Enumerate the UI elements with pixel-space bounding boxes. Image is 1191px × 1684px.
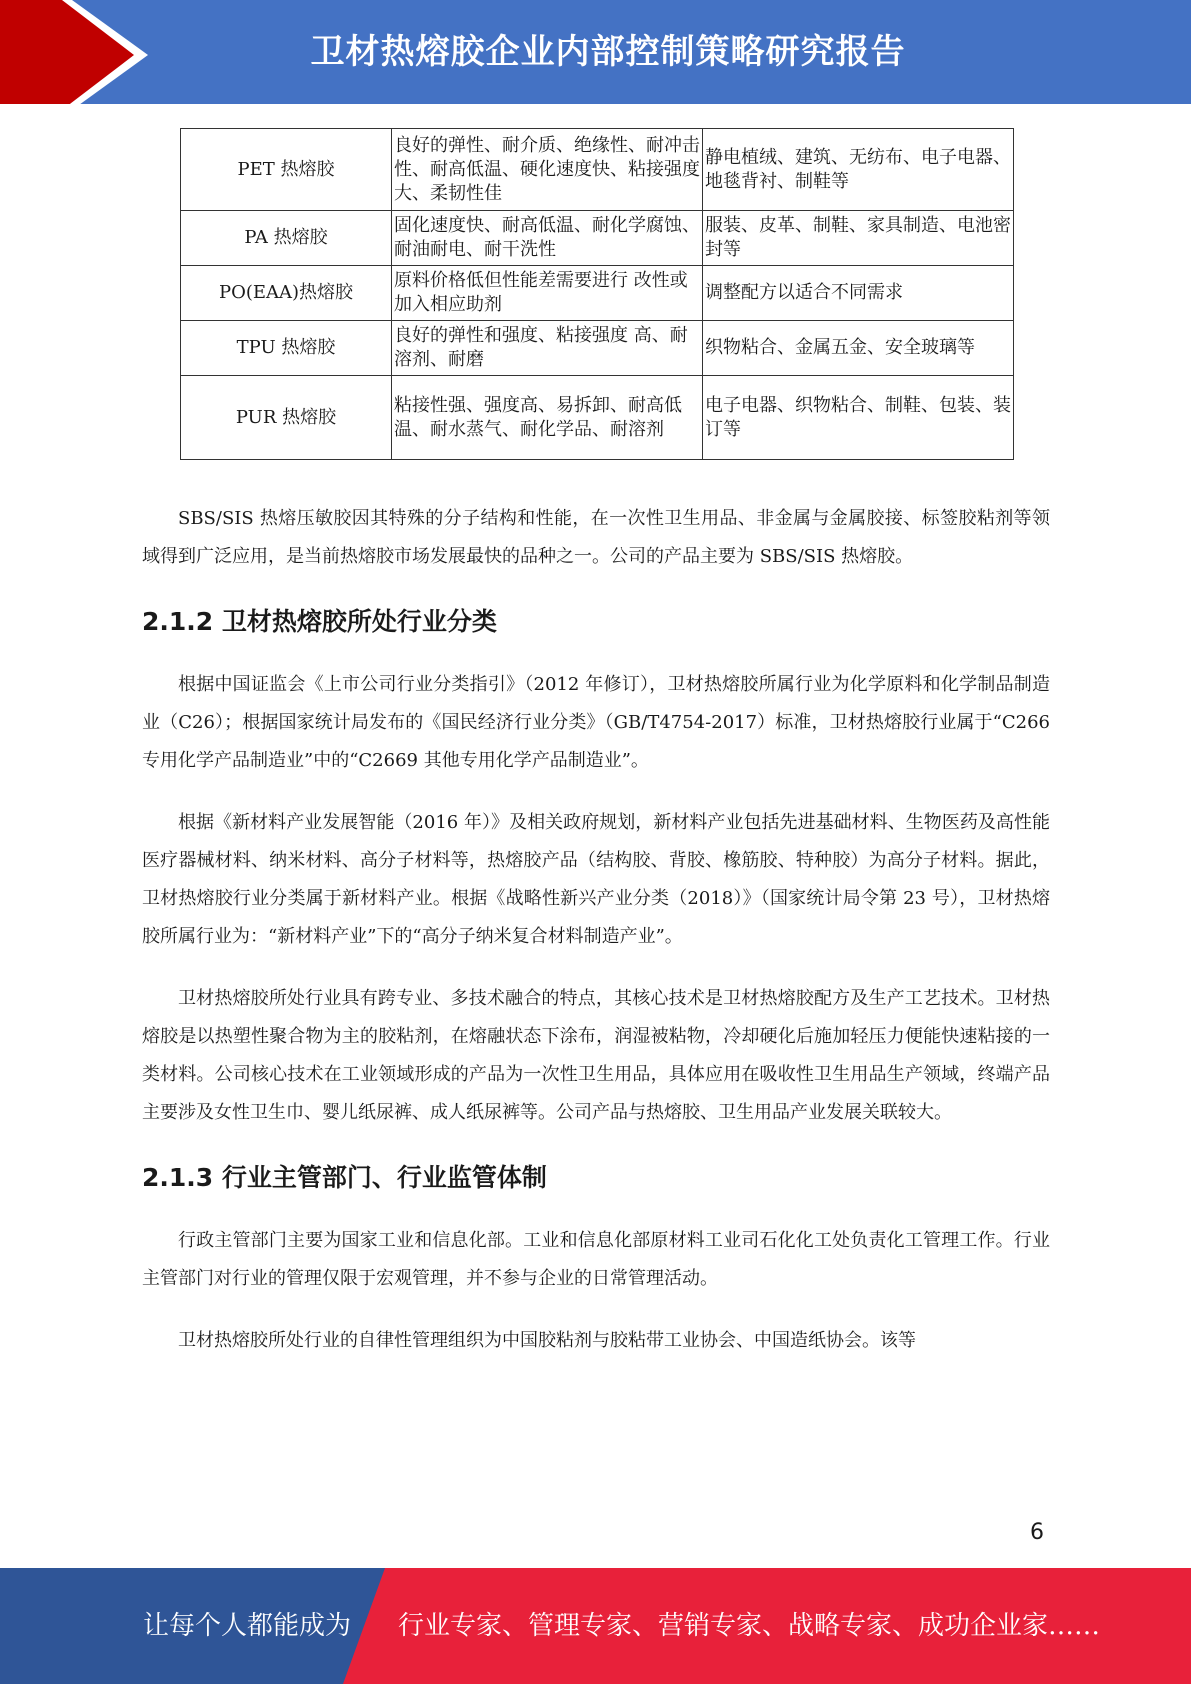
table-row (181, 129, 1014, 211)
table-cell-properties: 良好的弹性、耐介质、绝缘性、耐冲击性、耐高低温、硬化速度快、粘接强度大、柔韧性佳 (392, 129, 703, 211)
paragraph: 行政主管部门主要为国家工业和信息化部。工业和信息化部原材料工业司石化化工处负责化工管理工作。行业主管部门对行业的管理仅限于宏观管理，并不参与企业的日常管理活动。 (142, 1230, 1050, 1289)
paragraph: SBS/SIS 热熔压敏胶因其特殊的分子结构和性能，在一次性卫生用品、非金属与金属胶接、标签胶粘剂等领域得到广泛应用，是当前热熔胶市场发展最快的品种之一。公司的产品主要为 SBS/SIS 热熔胶。 (142, 508, 1050, 567)
table-cell-type: PET 热熔胶 (181, 129, 392, 211)
table-cell-applications: 静电植绒、建筑、无纺布、电子电器、地毯背衬、制鞋等 (703, 129, 1014, 211)
table-row (181, 376, 1014, 460)
table-cell-applications: 电子电器、织物粘合、制鞋、包装、装订等 (703, 376, 1014, 460)
page-number: 6 (1030, 1520, 1044, 1545)
table-cell-applications: 织物粘合、金属五金、安全玻璃等 (703, 321, 1014, 376)
table-row (181, 321, 1014, 376)
hot-melt-types-table (180, 128, 1014, 460)
footer-slogan-right: 行业专家、管理专家、营销专家、战略专家、成功企业家…… (398, 1611, 1101, 1641)
report-title: 卫材热熔胶企业内部控制策略研究报告 (310, 32, 906, 72)
footer-banner (0, 1568, 1191, 1684)
table-cell-type: PUR 热熔胶 (181, 376, 392, 460)
paragraph: 根据中国证监会《上市公司行业分类指引》（2012 年修订），卫材热熔胶所属行业为化学原料和化学制品制造业（C26）；根据国家统计局发布的《国民经济行业分类》（GB/T4754-2017）标准，卫材热熔胶行业属于“C266 专用化学产品制造业”中的“C2669 其他专用化学产品制造业”。 (142, 674, 1050, 771)
footer-slogan-left: 让每个人都能成为 (143, 1611, 352, 1641)
table-row (181, 266, 1014, 321)
paragraph: 卫材热熔胶所处行业的自律性管理组织为中国胶粘剂与胶粘带工业协会、中国造纸协会。该等 (178, 1330, 916, 1351)
table-cell-type: PA 热熔胶 (181, 211, 392, 266)
section-heading: 2.1.2 卫材热熔胶所处行业分类 (142, 607, 497, 636)
paragraph: 卫材热熔胶所处行业具有跨专业、多技术融合的特点，其核心技术是卫材热熔胶配方及生产工艺技术。卫材热熔胶是以热塑性聚合物为主的胶粘剂，在熔融状态下涂布，润湿被粘物，冷却硬化后施加轻压力便能快速粘接的一类材料。公司核心技术在工业领域形成的产品为一次性卫生用品，具体应用在吸收性卫生用品生产领域，终端产品主要涉及女性卫生巾、婴儿纸尿裤、成人纸尿裤等。公司产品与热熔胶、卫生用品产业发展关联较大。 (142, 988, 1050, 1123)
table-cell-type: TPU 热熔胶 (181, 321, 392, 376)
table-cell-applications: 调整配方以适合不同需求 (703, 266, 1014, 321)
report-body (142, 500, 1050, 1360)
table-cell-properties: 粘接性强、强度高、易拆卸、耐高低温、耐水蒸气、耐化学品、耐溶剂 (392, 376, 703, 460)
paragraph: 根据《新材料产业发展智能（2016 年）》及相关政府规划，新材料产业包括先进基础材料、生物医药及高性能医疗器械材料、纳米材料、高分子材料等，热熔胶产品（结构胶、背胶、橡筋胶、特种胶）为高分子材料。据此，卫材热熔胶行业分类属于新材料产业。根据《战略性新兴产业分类（2018）》（国家统计局令第 23 号），卫材热熔胶所属行业为：“新材料产业”下的“高分子纳米复合材料制造产业”。 (142, 812, 1050, 947)
table-cell-applications: 服装、皮革、制鞋、家具制造、电池密封等 (703, 211, 1014, 266)
table-row (181, 211, 1014, 266)
section-heading: 2.1.3 行业主管部门、行业监管体制 (142, 1163, 547, 1192)
table-cell-properties: 固化速度快、耐高低温、耐化学腐蚀、耐油耐电、耐干洗性 (392, 211, 703, 266)
header-banner (0, 0, 1191, 110)
table-cell-properties: 原料价格低但性能差需要进行 改性或加入相应助剂 (392, 266, 703, 321)
table-cell-properties: 良好的弹性和强度、粘接强度 高、耐溶剂、耐磨 (392, 321, 703, 376)
table-cell-type: PO(EAA)热熔胶 (181, 266, 392, 321)
